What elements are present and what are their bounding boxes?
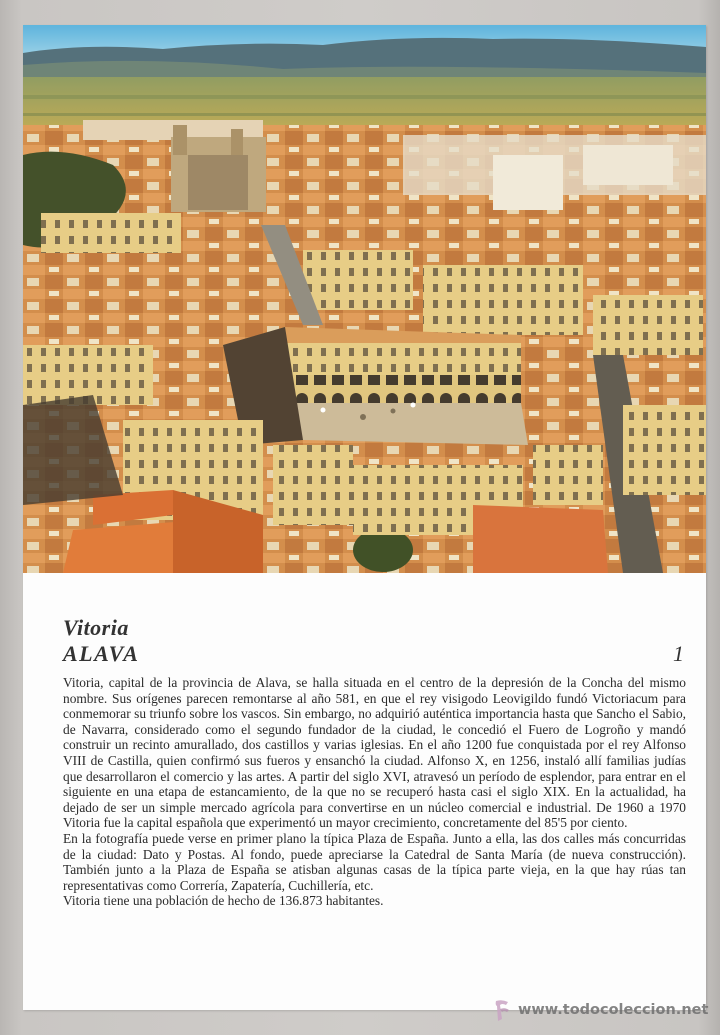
province-title: ALAVA bbox=[63, 641, 140, 666]
postcard bbox=[23, 25, 706, 1010]
todocoleccion-logo-icon bbox=[492, 997, 512, 1023]
postcard-text bbox=[63, 615, 686, 909]
paragraph-population: Vitoria tiene una población de hecho de 136.873 habitantes. bbox=[63, 893, 384, 909]
paragraph-history: Vitoria, capital de la provincia de Alava, se halla situada en el centro de la depresión de la Concha del mismo nombre. Sus orígenes parecen remontarse al año 581, en que el rey visigodo Leovigildo fundó Victoriacum para conmemorar su triunfo sobre los vascos. Sin embargo, no adquirió auténtica importancia hasta que Sancho el Sabio, de Navarra, considerado como el segundo fundador de la ciudad, le concedió el Fuero de Logroño y mandó construir un recinto amurallado, dos castillos y varias iglesias. En el año 1200 fue conquistada por el rey Alfonso VIII de Castilla, quien confirmó sus fueros y ensanchó la ciudad. Alfonso X, en 1256, instaló allí familias judías que desarrollaron el comercio y las artes. A partir del siglo XVI, atravesó un período de esplendor, para entrar en el siguiente en una etapa de estancamiento, de la que no se recuperó hasta casi el siglo XIX. En la actualidad, ha dejado de ser un simple mercado agrícola para convertirse en un núcleo comercial e industrial. De 1960 a 1970 Vitoria fue la capital española que experimentó un mayor crecimiento, concretamente del 85'5 por ciento. bbox=[63, 675, 686, 831]
title-row bbox=[63, 641, 686, 667]
aerial-city-photo bbox=[23, 25, 706, 573]
watermark bbox=[492, 997, 708, 1023]
watermark-text: www.todocoleccion.net bbox=[518, 1002, 709, 1018]
description-text bbox=[63, 675, 686, 909]
page-number: 1 bbox=[673, 641, 684, 666]
paragraph-photo: En la fotografía puede verse en primer plano la típica Plaza de España. Junto a ella, las dos calles más concurridas de la ciudad: Dato y Postas. Al fondo, puede apreciarse la Catedral de Santa María (de nueva construcción). También junto a la Plaza de España se atisban algunas casas de la típica parte vieja, en la que hay rúas tan representativas como Correría, Zapatería, Cuchillería, etc. bbox=[63, 830, 686, 893]
city-title: Vitoria bbox=[63, 615, 129, 640]
